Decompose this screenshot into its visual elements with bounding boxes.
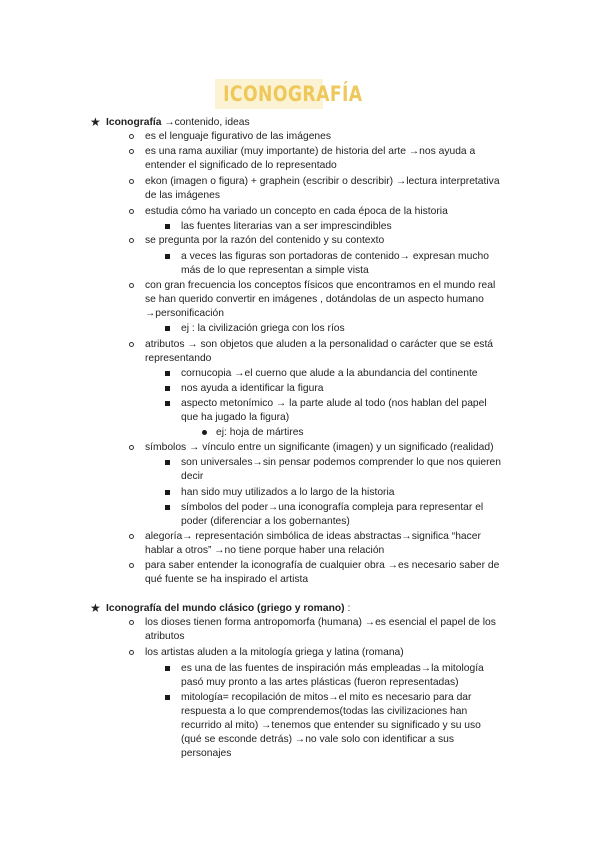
sub-list-item: son universales→sin pensar podemos comprender lo que nos quieren	[181, 457, 501, 468]
list-item: es una rama auxiliar (muy importante) de historia del arte →nos ayuda a	[145, 146, 476, 157]
star-bullet-icon: ★	[90, 601, 101, 615]
sub-list-item: símbolos del poder→una iconografía compleja para representar el	[181, 502, 484, 513]
list-item-continued: qué fuente se ha inspirado el artista	[145, 574, 309, 585]
circle-bullet-icon	[129, 563, 134, 568]
square-bullet-icon	[165, 326, 170, 331]
square-bullet-icon	[165, 695, 170, 700]
section2-heading-rest: :	[344, 603, 351, 614]
circle-bullet-icon	[129, 238, 134, 243]
circle-bullet-icon	[129, 134, 134, 139]
section1-heading-line	[106, 116, 250, 130]
list-item: estudia cómo ha variado un concepto en cada época de la historia	[145, 206, 448, 217]
sub-sub-list-item: ej: hoja de mártires	[216, 427, 304, 438]
list-item-continued: →personificación	[145, 308, 224, 319]
sub-list-item: mitología= recopilación de mitos→el mito es necesario para dar	[181, 692, 472, 703]
sub-list-item-continued: que ha jugado la figura)	[181, 412, 290, 423]
sub-list-item: han sido muy utilizados a lo largo de la historia	[181, 487, 395, 498]
section1-heading: Iconografía	[106, 117, 162, 128]
list-item: alegoría→ representación simbólica de ideas abstractas→significa “hacer	[145, 531, 481, 542]
sub-list-item-continued: respuesta a lo que comprendemos(todas las civilizaciones han	[181, 706, 468, 717]
list-item: es el lenguaje figurativo de las imágenes	[145, 131, 332, 142]
section2-heading: Iconografía del mundo clásico (griego y romano)	[106, 603, 345, 614]
circle-bullet-icon	[129, 179, 134, 184]
sub-list-item-continued: poder (diferenciar a los gobernantes)	[181, 516, 350, 527]
section2-heading-line	[106, 602, 350, 616]
square-bullet-icon	[165, 505, 170, 510]
sub-list-item: a veces las figuras son portadoras de contenido→ expresan mucho	[181, 251, 489, 262]
title-block	[213, 75, 363, 113]
sub-list-item: cornucopia →el cuerno que alude a la abundancia del continente	[181, 368, 478, 379]
list-item-continued: atributos	[145, 631, 185, 642]
circle-bullet-icon	[129, 342, 134, 347]
list-item: con gran frecuencia los conceptos físicos que encontramos en el mundo real	[145, 280, 496, 291]
page-title: ICONOGRAFÍA	[223, 82, 363, 106]
list-item: para saber entender la iconografía de cualquier obra →es necesario saber de	[145, 560, 500, 571]
circle-bullet-icon	[129, 209, 134, 214]
list-item-continued: de las imágenes	[145, 190, 220, 201]
square-bullet-icon	[165, 460, 170, 465]
circle-bullet-icon	[129, 650, 134, 655]
sub-list-item: las fuentes literarias van a ser imprescindibles	[181, 221, 392, 232]
sub-list-item-continued: decir	[181, 471, 204, 482]
list-item: ekon (imagen o figura) + graphein (escribir o describir) →lectura interpretativa	[145, 176, 500, 187]
disc-bullet-icon	[202, 430, 207, 435]
list-item-continued: hablar a otros” →no tiene porque haber una relación	[145, 545, 385, 556]
list-item: se pregunta por la razón del contenido y su contexto	[145, 235, 385, 246]
square-bullet-icon	[165, 401, 170, 406]
square-bullet-icon	[165, 224, 170, 229]
list-item: los dioses tienen forma antropomorfa (humana) →es esencial el papel de los	[145, 617, 496, 628]
square-bullet-icon	[165, 371, 170, 376]
sub-list-item: ej : la civilización griega con los ríos	[181, 323, 345, 334]
square-bullet-icon	[165, 666, 170, 671]
circle-bullet-icon	[129, 534, 134, 539]
sub-list-item-continued: más de lo que representan a simple vista	[181, 265, 369, 276]
circle-bullet-icon	[129, 620, 134, 625]
section1-heading-rest: →contenido, ideas	[161, 117, 250, 128]
list-item-continued: se han querido convertir en imágenes , dotándolas de un aspecto humano	[145, 294, 484, 305]
list-item: atributos → son objetos que aluden a la personalidad o carácter que se está	[145, 339, 494, 350]
sub-list-item-continued: pasó muy pronto a las artes plásticas (fueron representadas)	[181, 677, 459, 688]
circle-bullet-icon	[129, 283, 134, 288]
sub-list-item: aspecto metonímico → la parte alude al todo (nos hablan del papel	[181, 398, 487, 409]
square-bullet-icon	[165, 254, 170, 259]
sub-list-item: es una de las fuentes de inspiración más empleadas→la mitología	[181, 663, 484, 674]
circle-bullet-icon	[129, 149, 134, 154]
square-bullet-icon	[165, 386, 170, 391]
list-item-continued: representando	[145, 353, 212, 364]
star-bullet-icon: ★	[90, 115, 101, 129]
square-bullet-icon	[165, 490, 170, 495]
circle-bullet-icon	[129, 445, 134, 450]
sub-list-item: nos ayuda a identificar la figura	[181, 383, 324, 394]
sub-list-item-continued: recurrido al mito) →tenemos que entender su significado y su uso	[181, 720, 481, 731]
sub-list-item-continued: (qué se esconde detrás) →no vale solo con identificar a sus	[181, 734, 455, 745]
list-item: símbolos → vínculo entre un significante (imagen) y un significado (realidad)	[145, 442, 494, 453]
list-item-continued: entender el significado de lo representado	[145, 160, 337, 171]
list-item: los artistas aluden a la mitología griega y latina (romana)	[145, 647, 404, 658]
sub-list-item-continued: personajes	[181, 748, 232, 759]
